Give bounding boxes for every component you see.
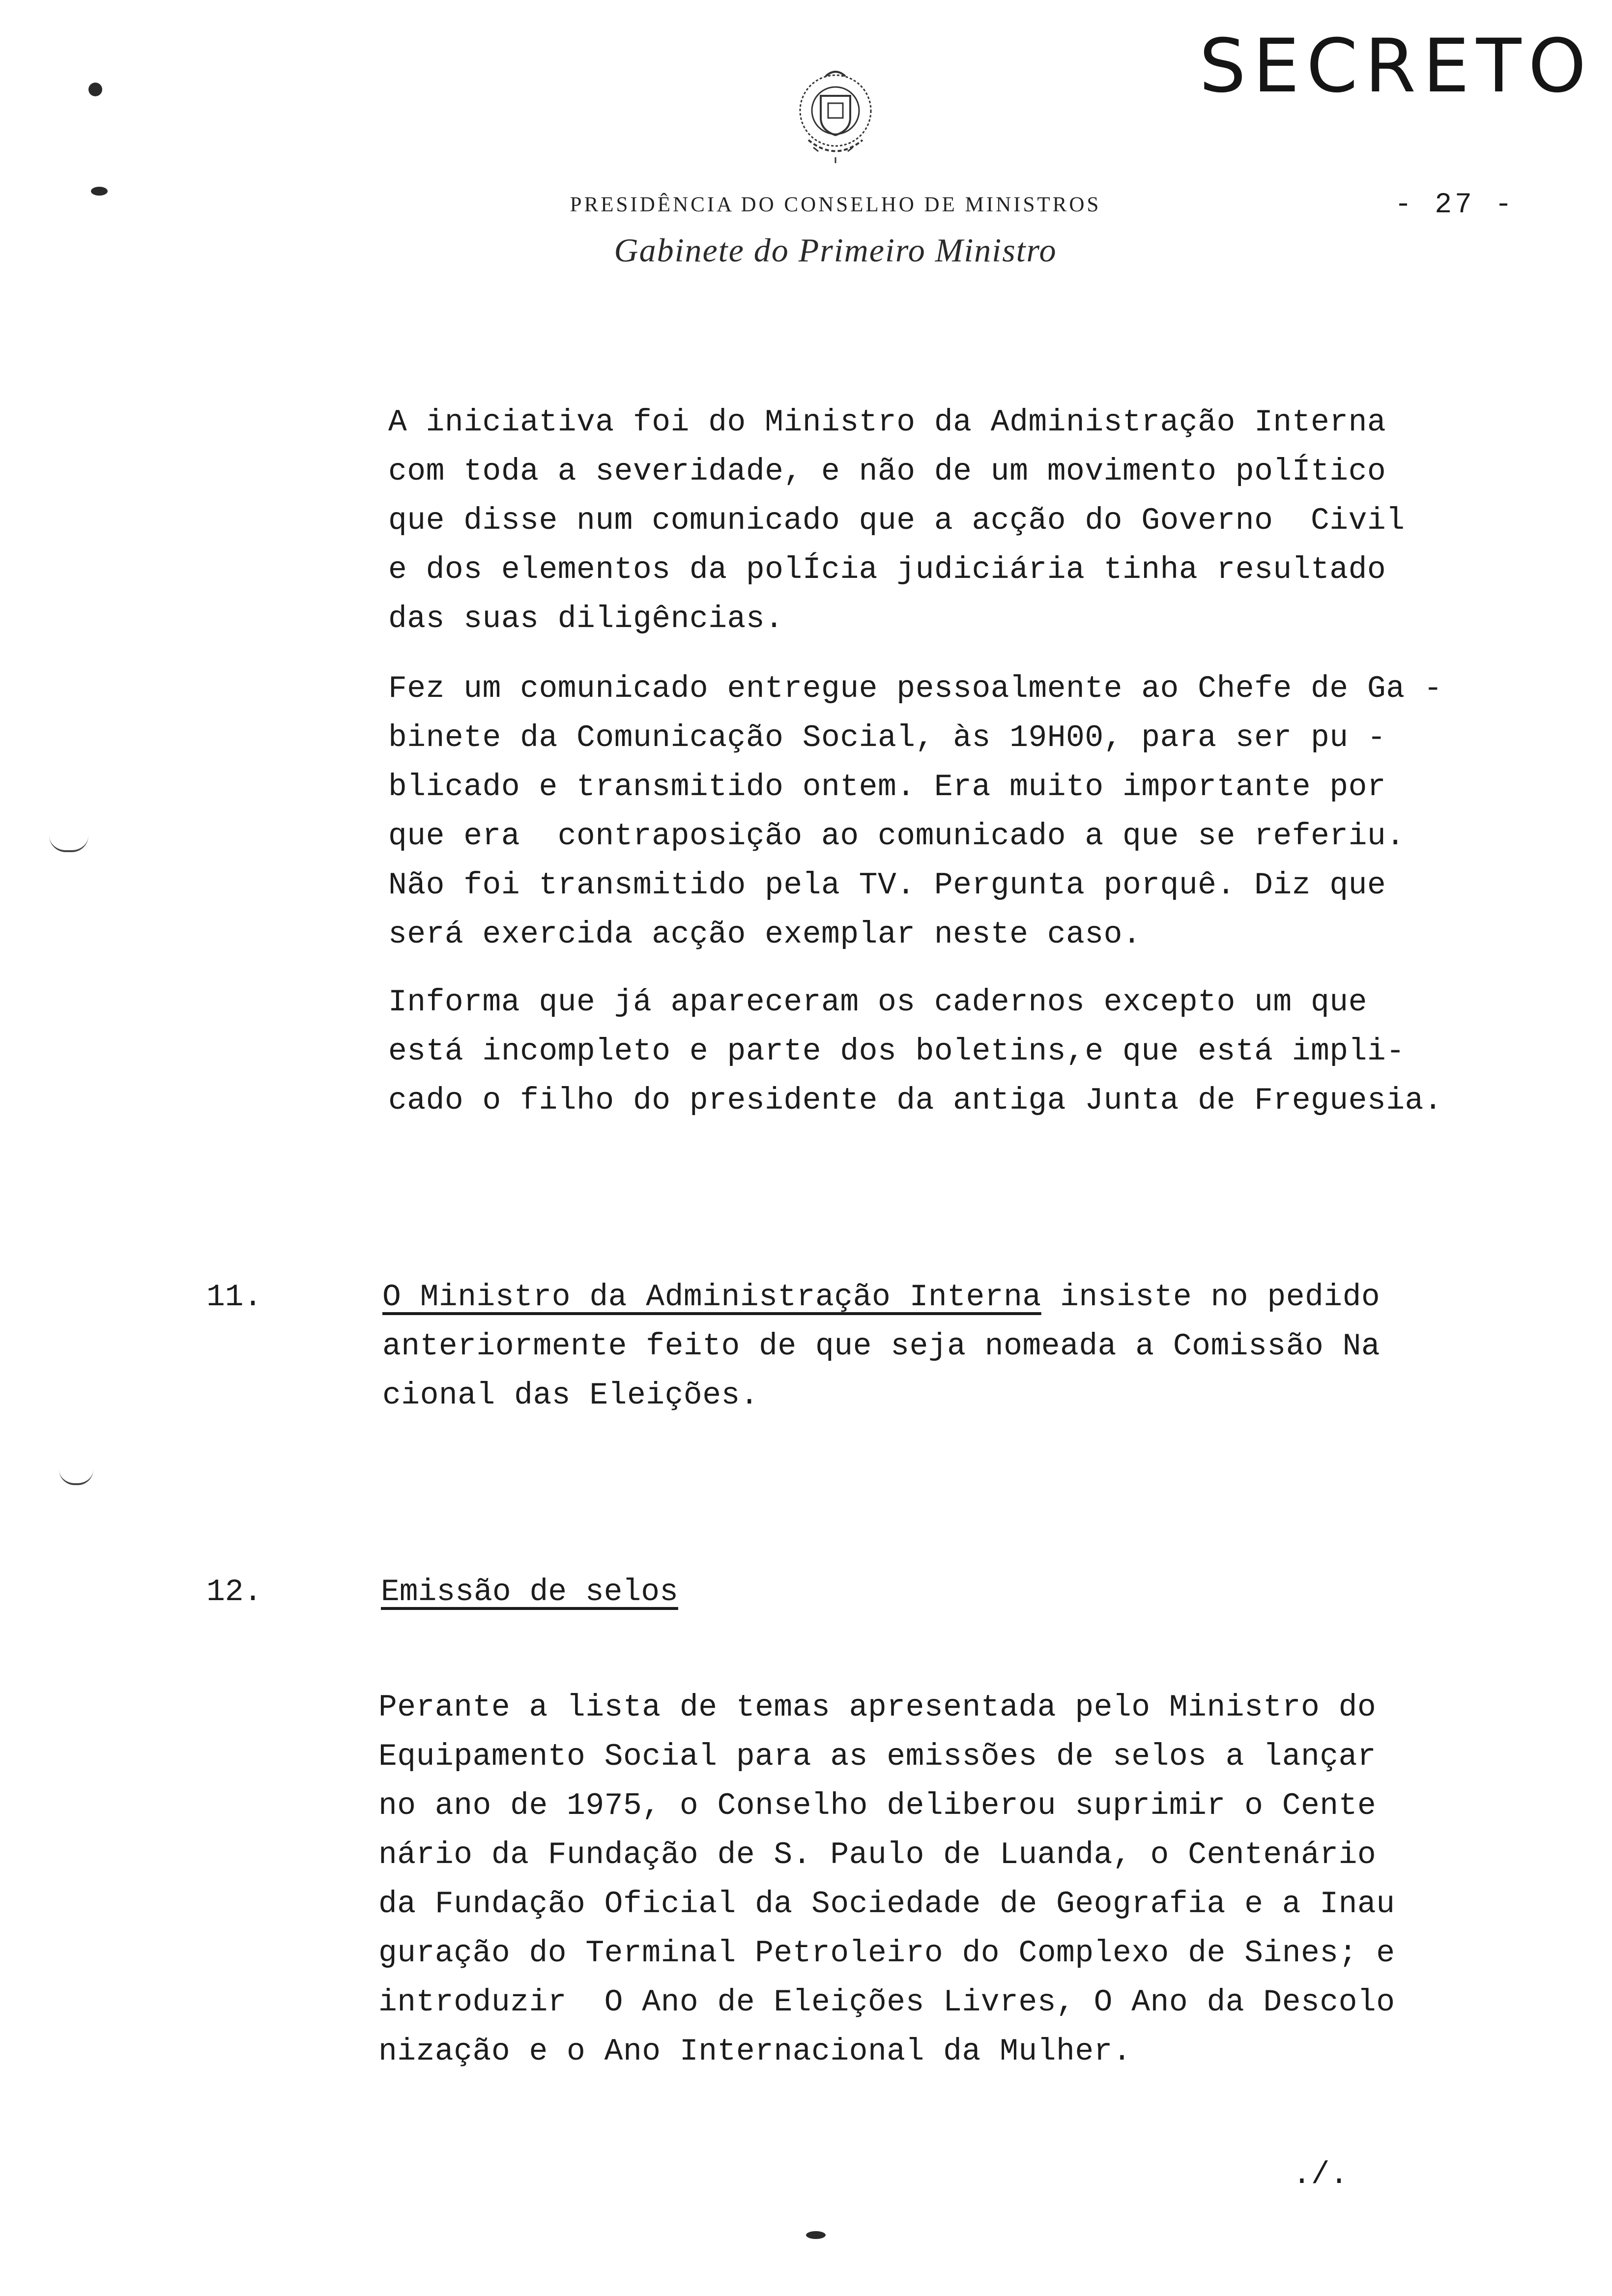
margin-tick xyxy=(49,835,88,852)
item-12-heading: Emissão de selos xyxy=(381,1575,678,1609)
text-line: das suas diligências. xyxy=(388,602,784,636)
item-11-line1-rest: insiste no pedido xyxy=(1041,1280,1381,1315)
text-line: será exercida acção exemplar neste caso. xyxy=(388,917,1142,952)
scan-speck xyxy=(806,2231,826,2239)
intro-paragraph-1 xyxy=(388,398,1405,644)
text-line: Fez um comunicado entregue pessoalmente ao Chefe de Ga - xyxy=(388,671,1443,706)
continuation-mark: ./. xyxy=(1293,2157,1349,2192)
text-line: A iniciativa foi do Ministro da Administração Interna xyxy=(388,405,1386,440)
text-line: introduzir O Ano de Eleições Livres, O Ano da Descolo xyxy=(378,1985,1395,2020)
text-line: no ano de 1975, o Conselho deliberou suprimir o Cente xyxy=(378,1788,1377,1823)
classification-stamp: SECRETO xyxy=(1199,24,1593,109)
office-title: PRESIDÊNCIA DO CONSELHO DE MINISTROS xyxy=(570,193,1101,216)
text-line: Equipamento Social para as emissões de selos a lançar xyxy=(378,1739,1377,1774)
text-line: anteriormente feito de que seja nomeada a Comissão Na xyxy=(382,1329,1381,1364)
text-line: e dos elementos da polÍcia judiciária tinha resultado xyxy=(388,552,1386,587)
text-line: com toda a severidade, e não de um movimento polÍtico xyxy=(388,454,1386,489)
text-line: blicado e transmitido ontem. Era muito importante por xyxy=(388,770,1386,804)
text-line: nário da Fundação de S. Paulo de Luanda, o Centenário xyxy=(378,1837,1377,1872)
margin-tick xyxy=(59,1469,93,1485)
item-11-subject: O Ministro da Administração Interna xyxy=(382,1280,1041,1315)
text-line xyxy=(382,1273,1380,1322)
text-line: está incompleto e parte dos boletins,e que está impli- xyxy=(388,1034,1405,1069)
text-line: Informa que já apareceram os cadernos excepto um que xyxy=(388,985,1367,1020)
text-line: que disse num comunicado que a acção do Governo Civil xyxy=(388,503,1405,538)
item-11-body xyxy=(382,1273,1380,1420)
intro-paragraph-2 xyxy=(388,664,1442,959)
text-line: binete da Comunicação Social, às 19H00, para ser pu - xyxy=(388,720,1386,755)
text-line: que era contraposição ao comunicado a que se referiu. xyxy=(388,819,1405,854)
item-12-number: 12. xyxy=(206,1575,262,1609)
text-line: cado o filho do presidente da antiga Junta de Freguesia. xyxy=(388,1083,1443,1118)
punch-hole-mark xyxy=(88,83,102,96)
scan-speck xyxy=(91,187,108,196)
text-line: Não foi transmitido pela TV. Pergunta porquê. Diz que xyxy=(388,868,1386,903)
page-number: - 27 - xyxy=(1394,189,1515,221)
text-line: guração do Terminal Petroleiro do Complexo de Sines; e xyxy=(378,1936,1395,1971)
intro-paragraph-3 xyxy=(388,978,1442,1125)
text-line: cional das Eleições. xyxy=(382,1378,759,1413)
item-12-body xyxy=(378,1683,1395,2076)
item-11-number: 11. xyxy=(206,1280,262,1315)
cabinet-subtitle: Gabinete do Primeiro Ministro xyxy=(614,231,1057,269)
text-line: nização e o Ano Internacional da Mulher. xyxy=(378,2034,1132,2069)
text-line: Perante a lista de temas apresentada pelo Ministro do xyxy=(378,1690,1377,1725)
text-line: da Fundação Oficial da Sociedade de Geografia e a Inau xyxy=(378,1887,1395,1922)
coat-of-arms-seal-icon xyxy=(779,61,892,174)
